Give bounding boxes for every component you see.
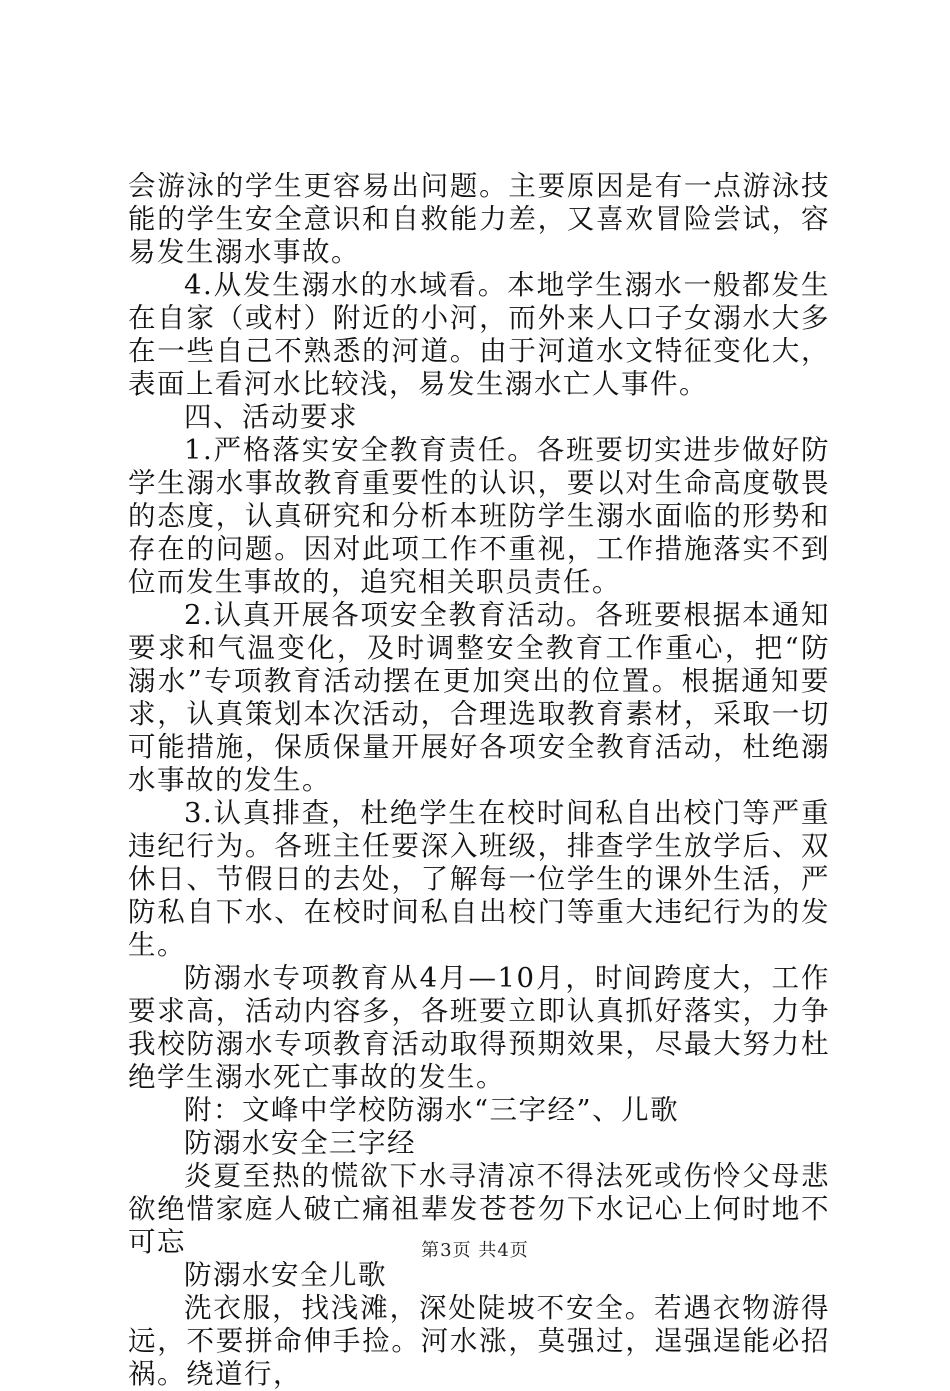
three-character-classic-text: 炎夏至热的慌欲下水寻清凉不得法死或伤怜父母悲欲绝惜家庭人破亡痛祖辈发苍苍勿下水记心上何时地不可忘 bbox=[128, 1160, 830, 1258]
nursery-rhyme-title: 防溺水安全儿歌 bbox=[184, 1259, 387, 1291]
paragraph-requirement-2: 2.认真开展各项安全教育活动。各班要根据本通知要求和气温变化，及时调整安全教育工作重心，把“防溺水”专项教育活动摆在更加突出的位置。根据通知要求，认真策划本次活动，合理选取教育素材，采取一切可能措施，保质保量开展好各项安全教育活动，杜绝溺水事故的发生。 bbox=[128, 599, 830, 796]
document-body bbox=[128, 170, 830, 1391]
three-character-classic-title: 防溺水安全三字经 bbox=[184, 1127, 416, 1159]
paragraph-requirement-1: 1.严格落实安全教育责任。各班要切实进步做好防学生溺水事故教育重要性的认识，要以对生命高度敬畏的态度，认真研究和分析本班防学生溺水面临的形势和存在的问题。因对此项工作不重视，工作措施落实不到位而发生事故的，追究相关职员责任。 bbox=[128, 434, 830, 598]
paragraph-continuation: 会游泳的学生更容易出问题。主要原因是有一点游泳技能的学生安全意识和自救能力差，又喜欢冒险尝试，容易发生溺水事故。 bbox=[128, 170, 830, 268]
paragraph-item-4: 4.从发生溺水的水域看。本地学生溺水一般都发生在自家（或村）附近的小河，而外来人口子女溺水大多在一些自己不熟悉的河道。由于河道水文特征变化大，表面上看河水比较浅，易发生溺水亡人事件。 bbox=[128, 269, 830, 400]
nursery-rhyme-text: 洗衣服，找浅滩，深处陡坡不安全。若遇衣物游得远，不要拼命伸手捡。河水涨，莫强过，逞强逞能必招祸。绕道行， bbox=[128, 1292, 830, 1390]
paragraph-summary: 防溺水专项教育从4月—10月，时间跨度大，工作要求高，活动内容多，各班要立即认真抓好落实，力争我校防溺水专项教育活动取得预期效果，尽最大努力杜绝学生溺水死亡事故的发生。 bbox=[128, 962, 830, 1093]
attachment-heading: 附：文峰中学校防溺水“三字经”、儿歌 bbox=[184, 1094, 680, 1126]
section-heading-activity-requirements: 四、活动要求 bbox=[184, 401, 358, 433]
page-number-footer: 第3页 共4页 bbox=[421, 1240, 529, 1261]
paragraph-requirement-3: 3.认真排查，杜绝学生在校时间私自出校门等严重违纪行为。各班主任要深入班级，排查学生放学后、双休日、节假日的去处，了解每一位学生的课外生活，严防私自下水、在校时间私自出校门等重大违纪行为的发生。 bbox=[128, 797, 830, 961]
